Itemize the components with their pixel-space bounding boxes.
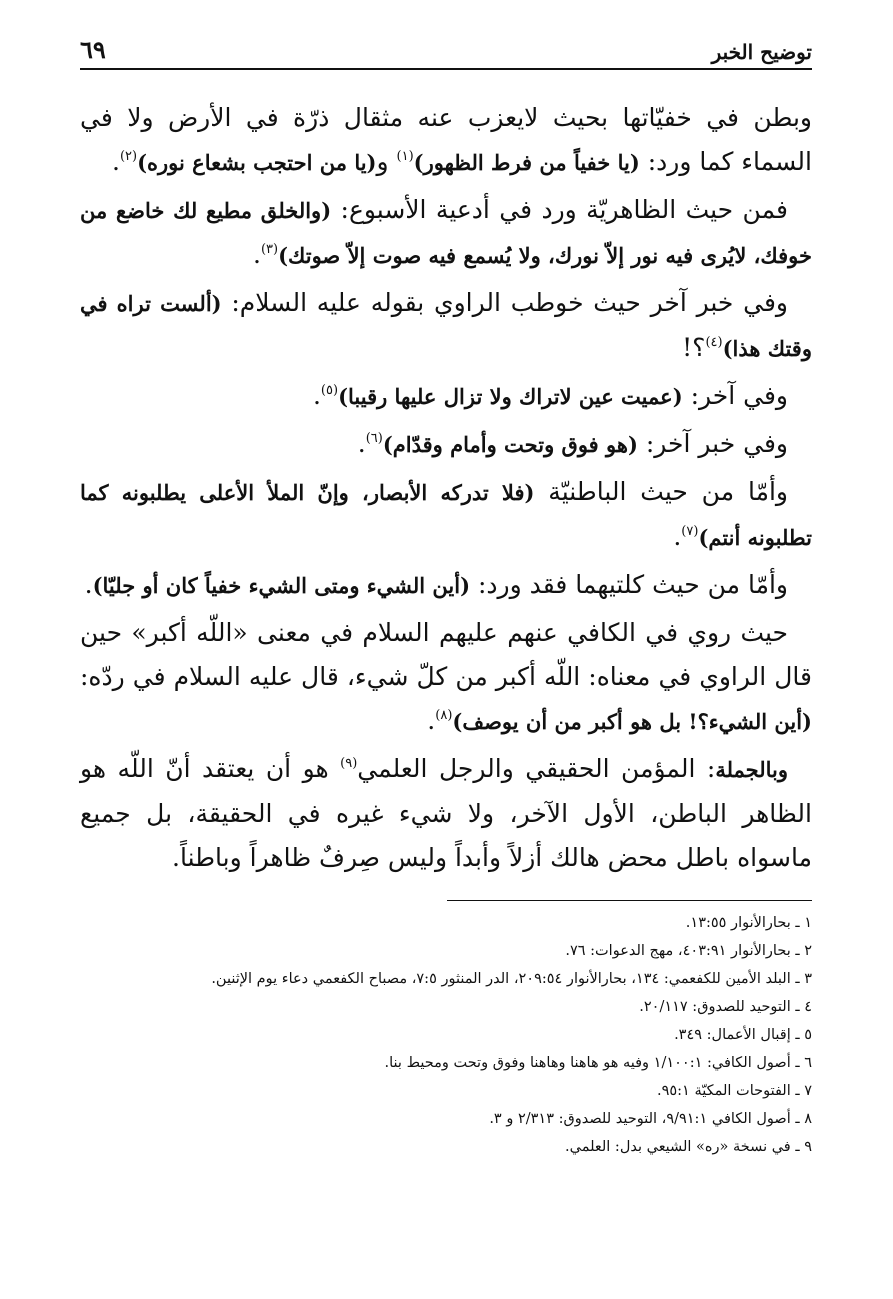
body-text: : المؤمن الحقيقي والرجل العلمي [357, 754, 716, 783]
running-title: توضيح الخبر [711, 40, 812, 64]
main-text [80, 96, 812, 880]
footnote-ref: (٣) [260, 242, 279, 257]
paragraph [80, 281, 812, 371]
paragraph [80, 374, 812, 419]
body-text: . [673, 522, 682, 551]
footnote: ٥ ـ إقبال الأعمال: ٣٤٩. [674, 1027, 812, 1043]
footnote-ref: (٨) [435, 708, 453, 723]
document-page [80, 30, 812, 1161]
body-text: . [112, 147, 120, 176]
footnote: ٤ ـ التوحيد للصدوق: ٢٠/١١٧. [639, 999, 812, 1015]
quoted-text: (هو فوق وتحت وأمام وقدّام) [382, 432, 638, 457]
quoted-text: (فلا تدركه الأبصار، وإنّ الملأ الأعلى يطلبونه كما تطلبونه أنتم) [80, 480, 812, 550]
quoted-text: (ألست تراه في وقتك هذا) [80, 291, 812, 361]
footnote-ref: (٧) [681, 524, 699, 539]
footnote-ref: (٢) [119, 149, 138, 164]
quoted-text: (عميت عين لاتراك ولا تزال عليها رقيبا) [338, 384, 683, 409]
paragraph [80, 422, 812, 467]
footnote: ١ ـ بحارالأنوار ١٣:٥٥. [685, 915, 812, 931]
footnote: ٩ ـ في نسخة «ره» الشيعي بدل: العلمي. [565, 1139, 812, 1155]
body-text: . [312, 381, 321, 410]
body-text: . [427, 706, 436, 735]
body-text: . [253, 240, 261, 269]
quoted-text: (أين الشيء؟! بل هو أكبر من أن يوصف) [452, 709, 812, 734]
footnote: ٢ ـ بحارالأنوار ٤٠٣:٩١، مهج الدعوات: ٧٦. [565, 943, 812, 959]
quoted-text: (والخلق مطيع لك خاضع من خوفك، لايُرى فيه نور إلاّ نورك، ولا يُسمع فيه صوت إلاّ صوتك) [80, 198, 812, 268]
body-text: . [357, 429, 366, 458]
footnotes [80, 909, 812, 1161]
paragraph [80, 611, 812, 744]
quoted-text: وبالجملة [715, 757, 789, 782]
body-text: وأمّا من حيث كلتيهما فقد ورد: [470, 570, 788, 599]
running-header [80, 30, 812, 70]
quoted-text: (يا من احتجب بشعاع نوره) [137, 150, 377, 175]
page-number: ٦٩ [80, 35, 106, 64]
body-text: وأمّا من حيث الباطنيّة [534, 477, 788, 506]
paragraph [80, 747, 812, 880]
footnote: ٧ ـ الفتوحات المكيّة ٩٥:١. [656, 1083, 812, 1099]
footnote-ref: (٤) [705, 335, 723, 350]
paragraph [80, 563, 812, 608]
footnote: ٦ ـ أصول الكافي: ١/١٠٠:١ وفيه هو هاهنا وهاهنا وفوق وتحت ومحيط بنا. [384, 1055, 812, 1071]
footnote-ref: (٩) [340, 756, 358, 771]
footnote-separator [447, 900, 812, 901]
body-text: وفي خبر آخر حيث خوطب الراوي بقوله عليه السلام: [221, 288, 788, 317]
body-text: هو أن يعتقد أنّ اللّه هو الظاهر الباطن، الأول الآخر، ولا شيء غيره في الحقيقة، بل جميع ماسواه باطل محض هالك أزلاً وأبداً وليس صِرفٌ ظاهراً وباطناً. [80, 754, 812, 872]
footnote: ٣ ـ البلد الأمين للكفعمي: ١٣٤، بحارالأنوار ٢٠٩:٥٤، الدر المنثور ٧:٥، مصباح الكفعمي دعاء يوم الإثنين. [211, 971, 812, 987]
body-text: حيث روي في الكافي عنهم عليهم السلام في معنى «اللّه أكبر» حين قال الراوي في معناه: اللّه أكبر من كلّ شيء، قال عليه السلام في ردّه: [80, 618, 812, 691]
footnote-ref: (٥) [320, 383, 339, 398]
body-text: فمن حيث الظاهريّة ورد في أدعية الأسبوع: [331, 195, 788, 224]
paragraph [80, 188, 812, 278]
body-text: ؟! [682, 333, 706, 362]
paragraph [80, 470, 812, 560]
body-text: وفي خبر آخر: [637, 429, 788, 458]
footnote-ref: (١) [396, 149, 414, 164]
footnote-ref: (٦) [365, 431, 383, 446]
body-text: وبطن في خفيّاتها بحيث لايعزب عنه مثقال ذرّة في الأرض ولا في السماء كما ورد: [80, 103, 812, 176]
footnote: ٨ ـ أصول الكافي ٩/٩١:١، التوحيد للصدوق: ٢/٣١٣ و ٣. [489, 1111, 812, 1127]
quoted-text: (يا خفياً من فرط الظهور) [413, 150, 640, 175]
paragraph [80, 96, 812, 185]
quoted-text: (أين الشيء ومتى الشيء خفياً كان أو جليّا) [92, 573, 471, 598]
body-text: . [84, 570, 93, 599]
body-text: وفي آخر: [682, 381, 788, 410]
body-text: و [376, 147, 397, 176]
